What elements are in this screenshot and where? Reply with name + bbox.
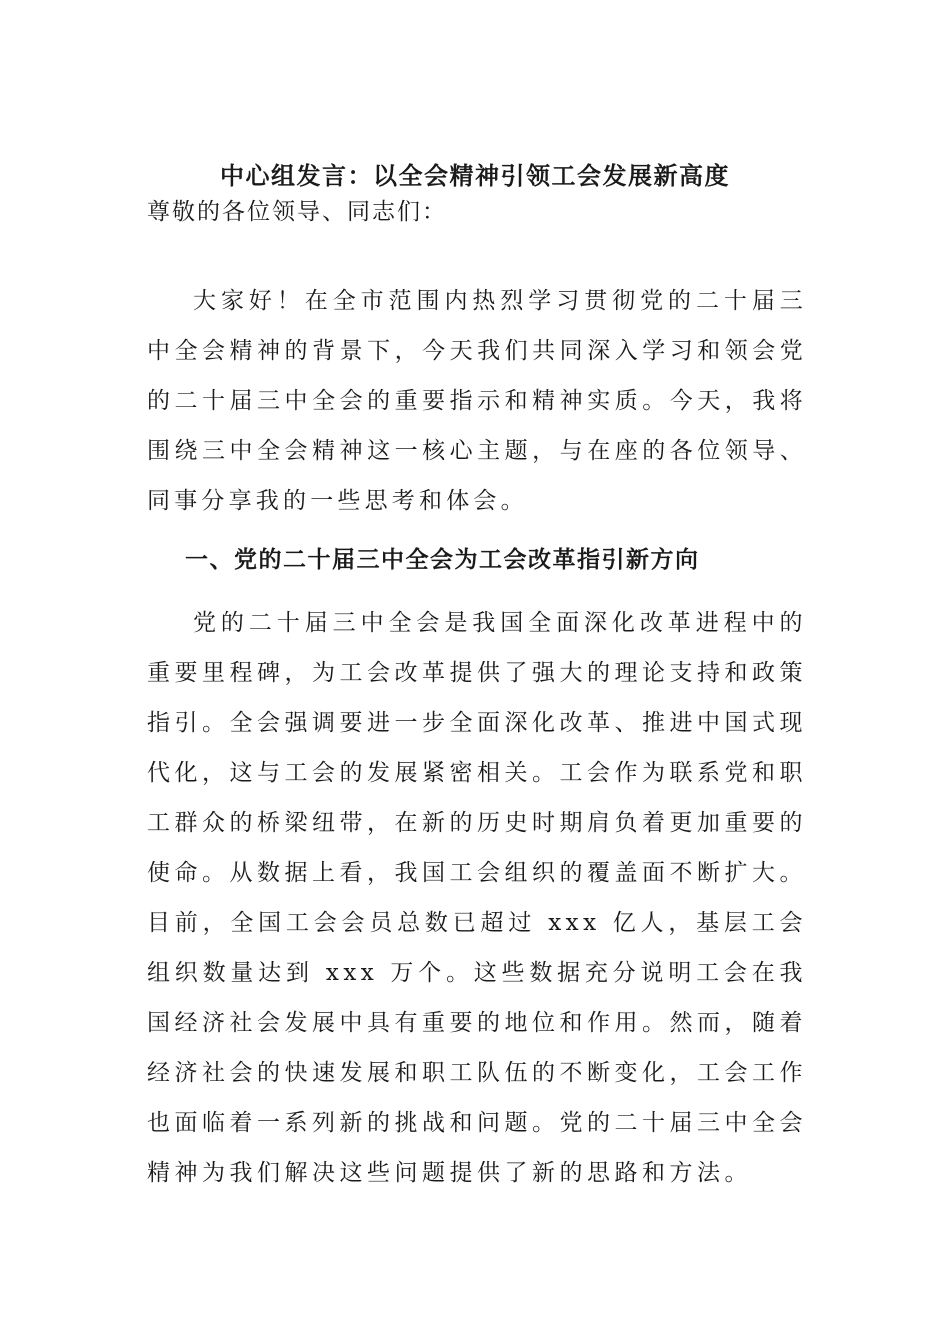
- section-heading: 一、党的二十届三中全会为工会改革指引新方向: [185, 546, 700, 573]
- salutation: 尊敬的各位领导、同志们：: [147, 199, 447, 225]
- paragraph-opening: 大家好！在全市范围内热烈学习贯彻党的二十届三中全会精神的背景下，今天我们共同深入学习和领会党的二十届三中全会的重要指示和精神实质。今天，我将围绕三中全会精神这一核心主题，与在座的各位领导、同事分享我的一些思考和体会。: [147, 288, 807, 514]
- paragraph-section-1: 党的二十届三中全会是我国全面深化改革进程中的重要里程碑，为工会改革提供了强大的理论支持和政策指引。全会强调要进一步全面深化改革、推进中国式现代化，这与工会的发展紧密相关。工会作为联系党和职工群众的桥梁纽带，在新的历史时期肩负着更加重要的使命。从数据上看，我国工会组织的覆盖面不断扩大。目前，全国工会会员总数已超过 xxx 亿人，基层工会组织数量达到 xxx 万个。这些数据充分说明工会在我国经济社会发展中具有重要的地位和作用。然而，随着经济社会的快速发展和职工队伍的不断变化，工会工作也面临着一系列新的挑战和问题。党的二十届三中全会精神为我们解决这些问题提供了新的思路和方法。: [147, 610, 807, 1186]
- document-title: 中心组发言：以全会精神引领工会发展新高度: [220, 161, 730, 190]
